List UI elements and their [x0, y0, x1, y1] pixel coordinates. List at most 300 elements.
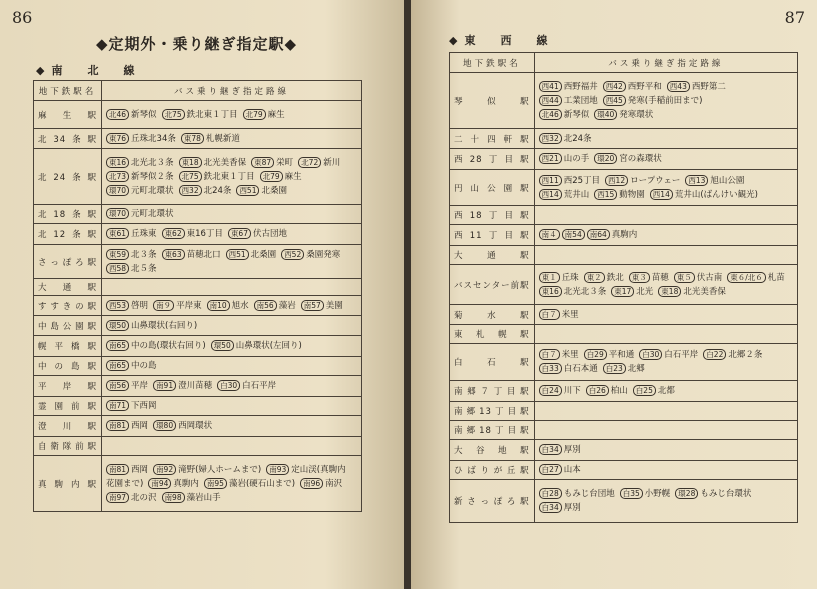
station-name: 南郷18丁目駅 [450, 421, 535, 440]
route-line [539, 80, 793, 94]
route-number-badge: 白28 [539, 488, 562, 499]
route-number-badge: 北79 [260, 171, 283, 182]
route-line [539, 188, 793, 202]
route-number-badge: 南93 [266, 464, 289, 475]
line-heading: ◆南 北 線 [36, 64, 142, 77]
route-number-badge: 東16 [106, 157, 129, 168]
route-name: 麻生 [267, 109, 285, 120]
route-name: 旭山公園 [710, 175, 745, 186]
route-number-badge: 白23 [603, 363, 626, 374]
line-heading: ◆東 西 線 [449, 34, 555, 47]
route-name: 北光美香保 [203, 157, 247, 168]
route-line [106, 207, 357, 221]
route-number-badge: 南57 [301, 300, 324, 311]
table-row [34, 397, 362, 416]
route-name: 北の沢 [131, 492, 157, 503]
route-number-badge: 白30 [639, 349, 662, 360]
route-cell [534, 129, 797, 149]
route-line [539, 285, 793, 299]
route-line [539, 308, 793, 322]
station-name: 麻 生 駅 [34, 101, 102, 129]
route-name: 川下 [563, 386, 581, 396]
transfer-table [449, 52, 798, 523]
route-name: 北５条 [131, 263, 157, 274]
route-name: 工業団地 [563, 95, 598, 106]
route-name: 北桑園 [261, 185, 287, 196]
route-cell [102, 357, 362, 376]
route-number-badge: 東18 [179, 157, 202, 168]
route-name: 中の島(環状右回り) [131, 341, 206, 351]
route-cell [534, 440, 797, 461]
route-name: 東16丁目 [186, 229, 223, 239]
route-name: 旭水 [231, 300, 249, 311]
route-name: 栄町 [276, 157, 294, 168]
route-number-badge: 西53 [106, 300, 129, 311]
route-number-badge: 西14 [650, 189, 673, 200]
route-cell [102, 296, 362, 316]
route-number-badge: 西11 [539, 175, 562, 186]
route-number-badge: 東63 [162, 249, 185, 260]
route-cell [102, 336, 362, 357]
route-cell [534, 305, 797, 325]
route-name: 藻岩 [278, 300, 296, 311]
station-name: 大 通 駅 [34, 279, 102, 296]
table-row [34, 376, 362, 397]
route-cell [534, 421, 797, 440]
route-name: 真駒内 [611, 230, 638, 240]
route-name: 北24条 [563, 133, 592, 144]
route-cell [534, 265, 797, 305]
route-name: 澄川苗穂 [178, 381, 213, 391]
route-number-badge: 東78 [181, 133, 204, 144]
table-row [450, 381, 798, 402]
route-name: もみじ台環状 [700, 489, 752, 499]
station-name: 中の島駅 [34, 357, 102, 376]
station-name: 南郷13丁目駅 [450, 402, 535, 421]
route-number-badge: 南54 [562, 229, 585, 240]
route-cell [534, 170, 797, 206]
route-number-badge: 白30 [217, 380, 240, 391]
route-number-badge: 環50 [106, 320, 129, 331]
route-name: 定山渓(真駒内 [291, 464, 346, 475]
route-number-badge: 北46 [106, 109, 129, 120]
route-name: 米里 [561, 350, 579, 360]
table-row [34, 101, 362, 129]
route-line [106, 262, 357, 276]
table-row [450, 129, 798, 149]
route-name: 新川 [323, 157, 341, 168]
table-row [450, 440, 798, 461]
route-number-badge: 北75 [162, 109, 185, 120]
route-line [106, 477, 357, 491]
route-line [106, 339, 357, 353]
route-name: 山鼻環状(左回り) [235, 341, 302, 351]
route-number-badge: 東61 [106, 228, 129, 239]
station-name: すすきの駅 [34, 296, 102, 316]
table-row [450, 170, 798, 206]
route-line [539, 228, 793, 242]
route-number-badge: 西32 [179, 185, 202, 196]
route-cell [534, 206, 797, 225]
route-cell [534, 225, 797, 246]
table-row [34, 316, 362, 336]
route-number-badge: 北73 [106, 171, 129, 182]
route-name: 滝野(婦人ホームまで) [178, 464, 262, 475]
route-cell [534, 344, 797, 381]
station-name: 大 通 駅 [450, 246, 535, 265]
route-number-badge: 東67 [228, 228, 251, 239]
route-number-badge: 白24 [539, 385, 562, 396]
route-number-badge: 南81 [106, 464, 129, 475]
route-name: 鉄北東１丁目 [186, 109, 238, 120]
station-name: バスセンター前駅 [450, 265, 535, 305]
route-line [106, 156, 357, 170]
station-name: 東札幌駅 [450, 325, 535, 344]
table-row [450, 421, 798, 440]
route-name: 西岡 [131, 464, 149, 475]
route-cell [102, 101, 362, 129]
route-number-badge: 南96 [300, 478, 323, 489]
route-name: 西25丁目 [563, 175, 601, 186]
route-name: 丘珠 [561, 272, 579, 283]
table-row [34, 416, 362, 437]
table-row [450, 305, 798, 325]
route-name: 北郷 [627, 364, 645, 374]
route-line [106, 491, 357, 505]
route-number-badge: 南98 [162, 492, 185, 503]
route-number-badge: 西32 [539, 133, 562, 144]
route-number-badge: 東１ [539, 272, 560, 283]
route-cell [102, 279, 362, 296]
route-cell [102, 245, 362, 279]
table-row [34, 129, 362, 149]
route-name: 丘珠東 [131, 229, 157, 239]
route-name: 小野幌 [644, 489, 671, 499]
table-row [450, 265, 798, 305]
route-cell [102, 224, 362, 245]
route-number-badge: 環40 [594, 109, 617, 120]
route-name: 山鼻環状(右回り) [131, 320, 198, 331]
station-name: ひばりが丘駅 [450, 461, 535, 480]
route-number-badge: 東62 [162, 228, 185, 239]
route-number-badge: 南92 [153, 464, 176, 475]
table-row [450, 480, 798, 523]
route-name: 発寒環状 [619, 109, 654, 120]
route-number-badge: 北75 [179, 171, 202, 182]
table-row [34, 357, 362, 376]
station-name: 北34条駅 [34, 129, 102, 149]
route-number-badge: 白35 [620, 488, 643, 499]
table-row [34, 437, 362, 456]
station-name: 自衛隊前駅 [34, 437, 102, 456]
route-number-badge: 南81 [106, 420, 129, 431]
route-name: 苗穂 [651, 272, 669, 283]
route-name: 白石平岸 [242, 381, 277, 391]
route-cell [534, 461, 797, 480]
route-number-badge: 北79 [243, 109, 266, 120]
route-name: 西野第二 [691, 81, 726, 92]
route-number-badge: 南97 [106, 492, 129, 503]
route-number-badge: 環20 [594, 153, 617, 164]
station-name: 北12条駅 [34, 224, 102, 245]
route-cell [534, 480, 797, 523]
route-name: 北24条 [203, 185, 232, 196]
station-name: 大谷地駅 [450, 440, 535, 461]
route-number-badge: 南56 [106, 380, 129, 391]
route-name: 花園まで) [106, 478, 144, 489]
route-cell [102, 456, 362, 512]
station-name: 西28丁目駅 [450, 149, 535, 170]
station-name: さっぽろ駅 [34, 245, 102, 279]
route-line [106, 184, 357, 198]
route-name: 平岸 [131, 381, 149, 391]
route-line [539, 443, 793, 457]
route-name: 荒井山(ばんけい観光) [674, 189, 758, 200]
route-number-badge: 白33 [539, 363, 562, 374]
route-number-badge: 西52 [281, 249, 304, 260]
route-name: 元町北環状 [131, 185, 174, 196]
route-cell [102, 397, 362, 416]
route-name: 鉄北東１丁目 [203, 171, 255, 182]
route-cell [534, 325, 797, 344]
route-name: 厚別 [563, 445, 581, 455]
route-line [539, 94, 793, 108]
route-name: 平岸東 [176, 300, 202, 311]
route-header: バス乗り継ぎ指定路線 [534, 53, 797, 73]
route-name: 西野平和 [627, 81, 662, 92]
route-line [106, 379, 357, 393]
route-number-badge: 白25 [633, 385, 656, 396]
route-number-badge: 環70 [106, 208, 129, 219]
route-number-badge: 西51 [236, 185, 259, 196]
route-line [539, 501, 793, 515]
page-number: 87 [784, 8, 805, 27]
route-line [106, 419, 357, 433]
right-page [411, 0, 817, 589]
route-number-badge: 白７ [539, 309, 560, 320]
route-cell [102, 205, 362, 224]
route-cell [534, 149, 797, 170]
route-line [539, 271, 793, 285]
table-row [450, 73, 798, 129]
table-row [34, 245, 362, 279]
route-name: 中の島 [131, 361, 157, 371]
route-number-badge: 東５ [674, 272, 695, 283]
route-line [539, 348, 793, 362]
route-number-badge: 南64 [587, 229, 610, 240]
route-number-badge: 白29 [584, 349, 607, 360]
route-cell [102, 129, 362, 149]
route-number-badge: 西15 [594, 189, 617, 200]
route-number-badge: 東76 [106, 133, 129, 144]
route-name: 北光 [636, 286, 654, 297]
table-row [34, 296, 362, 316]
route-number-badge: 西42 [603, 81, 626, 92]
route-name: もみじ台団地 [563, 489, 615, 499]
route-number-badge: 南９ [153, 300, 174, 311]
route-name: 白石本通 [563, 364, 598, 374]
route-line [106, 108, 357, 122]
station-name: 霊園前駅 [34, 397, 102, 416]
route-number-badge: 白34 [539, 444, 562, 455]
page-number: 86 [12, 8, 33, 27]
station-name: 新さっぽろ駅 [450, 480, 535, 523]
route-number-badge: 南65 [106, 360, 129, 371]
station-name: 琴 似 駅 [450, 73, 535, 129]
route-name: 北郷２条 [728, 350, 763, 360]
route-name: 西岡環状 [178, 421, 213, 431]
route-line [106, 359, 357, 373]
route-name: 鉄北 [606, 272, 624, 283]
route-number-badge: 東17 [611, 286, 634, 297]
route-cell [102, 416, 362, 437]
route-cell [534, 73, 797, 129]
table-row [450, 325, 798, 344]
route-name: 西野福井 [563, 81, 598, 92]
table-row [34, 279, 362, 296]
route-number-badge: 東６/北６ [727, 272, 766, 283]
route-number-badge: 南65 [106, 340, 129, 351]
table-row [450, 206, 798, 225]
route-name: 北都 [657, 386, 675, 396]
route-name: 動物園 [619, 189, 645, 200]
route-name: 元町北環状 [131, 209, 174, 219]
route-number-badge: 東18 [658, 286, 681, 297]
route-line [539, 108, 793, 122]
route-line [539, 384, 793, 398]
route-name: 米里 [561, 309, 579, 320]
route-name: 北桑園 [250, 249, 277, 260]
route-line [106, 248, 357, 262]
route-number-badge: 環80 [153, 420, 176, 431]
route-number-badge: 白26 [586, 385, 609, 396]
route-name: 新琴似 [131, 109, 157, 120]
table-row [450, 344, 798, 381]
table-row [34, 149, 362, 205]
station-name: 二十四軒駅 [450, 129, 535, 149]
route-line [106, 299, 357, 313]
station-name: 菊 水 駅 [450, 305, 535, 325]
route-name: 白石平岸 [664, 350, 699, 360]
route-line [539, 174, 793, 188]
route-number-badge: 南91 [153, 380, 176, 391]
route-name: 札幌新道 [205, 133, 240, 144]
route-name: 北光美香保 [683, 286, 726, 297]
route-number-badge: 西13 [685, 175, 708, 186]
route-number-badge: 西41 [539, 81, 562, 92]
route-number-badge: 東16 [539, 286, 562, 297]
route-line [106, 227, 357, 241]
route-number-badge: 白７ [539, 349, 560, 360]
route-number-badge: 西45 [603, 95, 626, 106]
route-name: 荒井山 [563, 189, 590, 200]
route-cell [102, 376, 362, 397]
route-number-badge: 南71 [106, 400, 129, 411]
route-name: 新琴似２条 [131, 171, 174, 182]
route-name: 美園 [325, 300, 343, 311]
table-row [450, 402, 798, 421]
station-header: 地下鉄駅名 [450, 53, 535, 73]
route-number-badge: 北46 [539, 109, 562, 120]
table-row [450, 149, 798, 170]
route-name: 桑園発寒 [306, 249, 341, 260]
route-name: 山の手 [563, 154, 590, 164]
route-name: 啓明 [131, 300, 149, 311]
table-row [450, 461, 798, 480]
transfer-table [33, 80, 362, 512]
route-line [539, 152, 793, 166]
route-number-badge: 東２ [584, 272, 605, 283]
station-name: 北18条駅 [34, 205, 102, 224]
route-line [106, 132, 357, 146]
route-name: 苗穂北口 [186, 249, 221, 260]
route-name: 藻岩山手 [186, 492, 221, 503]
route-number-badge: 西12 [605, 175, 628, 186]
route-line [539, 463, 793, 477]
route-number-badge: 白22 [703, 349, 726, 360]
route-name: 柏山 [610, 386, 628, 396]
route-name: 下西岡 [131, 401, 157, 411]
route-name: 真駒内 [173, 478, 199, 489]
station-name: 西11丁目駅 [450, 225, 535, 246]
route-number-badge: 南４ [539, 229, 560, 240]
route-number-badge: 南56 [254, 300, 277, 311]
station-name: 澄 川 駅 [34, 416, 102, 437]
station-name: 中島公園駅 [34, 316, 102, 336]
table-row [34, 224, 362, 245]
route-number-badge: 白34 [539, 502, 562, 513]
route-number-badge: 西21 [539, 153, 562, 164]
station-name: 平 岸 駅 [34, 376, 102, 397]
route-name: 札苗 [767, 272, 785, 283]
route-name: 山本 [563, 465, 581, 475]
route-number-badge: 西58 [106, 263, 129, 274]
route-name: 厚別 [563, 503, 581, 513]
route-number-badge: 環28 [675, 488, 698, 499]
route-cell [534, 402, 797, 421]
route-number-badge: 西44 [539, 95, 562, 106]
route-name: 新琴似 [563, 109, 590, 120]
route-name: 伏古南 [696, 272, 723, 283]
route-name: 宮の森環状 [619, 154, 662, 164]
route-number-badge: 西43 [667, 81, 690, 92]
route-name: 平和通 [608, 350, 635, 360]
route-name: 麻生 [284, 171, 302, 182]
page-title: ◆定期外・乗り継ぎ指定駅◆ [96, 35, 298, 53]
route-cell [534, 381, 797, 402]
route-line [106, 319, 357, 333]
route-cell [102, 149, 362, 205]
route-header: バス乗り継ぎ指定路線 [102, 81, 362, 101]
table-row [34, 336, 362, 357]
route-number-badge: 東59 [106, 249, 129, 260]
route-line [539, 132, 793, 146]
route-name: 丘珠北34条 [131, 133, 176, 144]
table-row [450, 246, 798, 265]
route-cell [102, 437, 362, 456]
route-number-badge: 南95 [204, 478, 227, 489]
route-number-badge: 西14 [539, 189, 562, 200]
route-line [106, 399, 357, 413]
station-name: 幌平橋駅 [34, 336, 102, 357]
route-line [106, 170, 357, 184]
table-row [450, 225, 798, 246]
route-number-badge: 東87 [251, 157, 274, 168]
station-header: 地下鉄駅名 [34, 81, 102, 101]
station-name: 南郷７丁目駅 [450, 381, 535, 402]
route-number-badge: 北72 [298, 157, 321, 168]
route-name: 伏古団地 [252, 229, 287, 239]
